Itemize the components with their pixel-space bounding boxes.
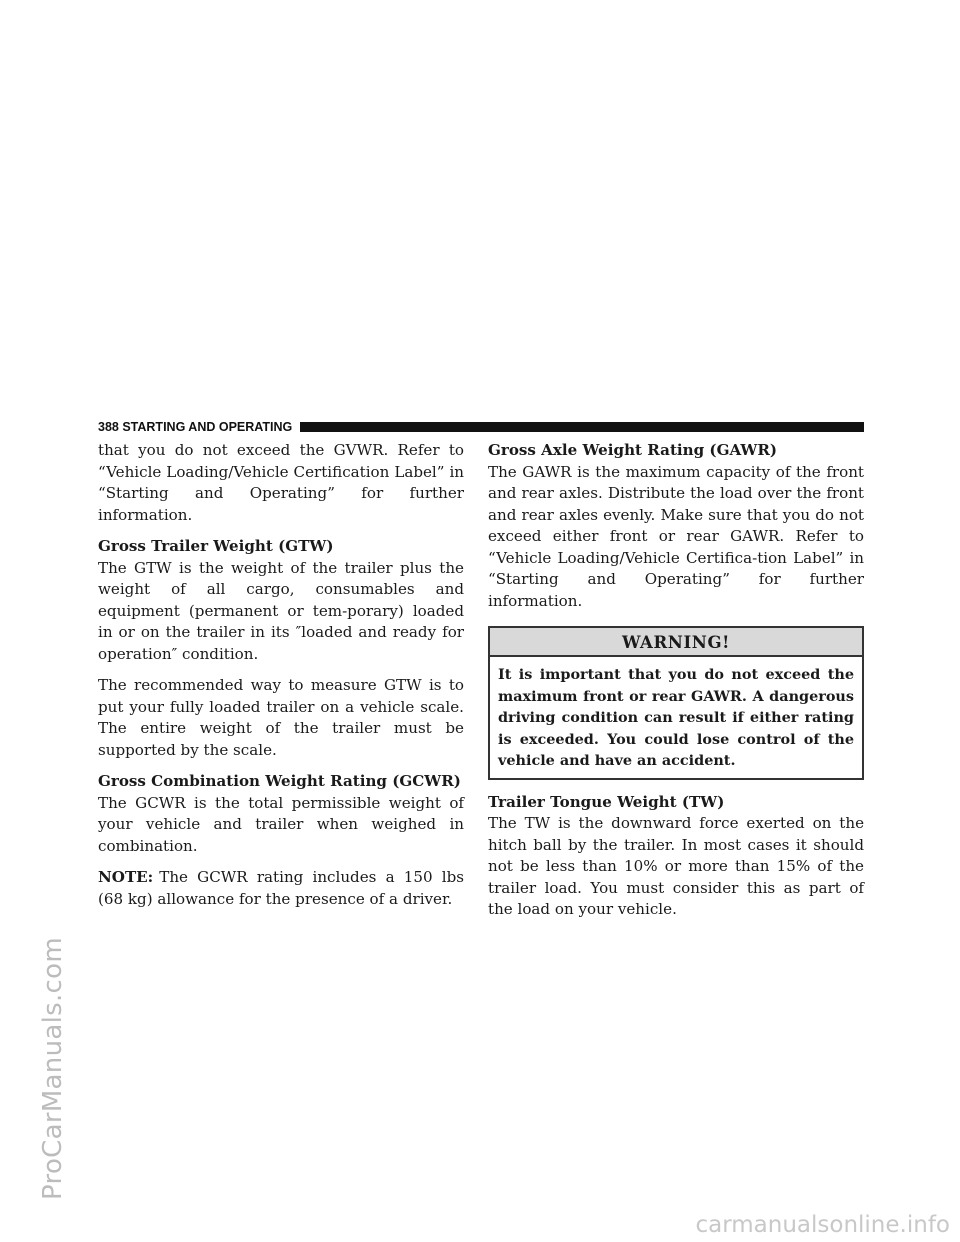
gcwr-heading: Gross Combination Weight Rating (GCWR) xyxy=(98,772,461,790)
gtw-paragraph: The GTW is the weight of the trailer plus the weight of all cargo, consumables and equipment (permanent or tem-porary) loaded in or on the trailer in its ″loaded and ready for operation″ condition. xyxy=(98,558,464,663)
watermark-side: ProCarManuals.com xyxy=(38,937,68,1200)
gtw-measure-paragraph: The recommended way to measure GTW is to put your fully loaded trailer on a vehicle scale. The entire weight of the trailer must be supported by the scale. xyxy=(98,676,464,759)
left-column xyxy=(98,440,464,920)
warning-box xyxy=(488,626,864,780)
watermark-bottom: carmanualsonline.info xyxy=(695,1212,950,1238)
right-column xyxy=(488,440,864,931)
gawr-heading: Gross Axle Weight Rating (GAWR) xyxy=(488,441,778,459)
note-text: The GCWR rating includes a 150 lbs (68 kg) allowance for the presence of a driver. xyxy=(98,868,464,908)
page-header xyxy=(98,420,864,434)
intro-paragraph: that you do not exceed the GVWR. Refer to “Vehicle Loading/Vehicle Certification Label” in “Starting and Operating” for further information. xyxy=(98,441,464,524)
header-rule xyxy=(300,422,864,432)
tw-paragraph: The TW is the downward force exerted on the hitch ball by the trailer. In most cases it should not be less than 10% or more than 15% of the trailer load. You must consider this as part of the load on your vehicle. xyxy=(488,814,864,918)
gtw-heading: Gross Trailer Weight (GTW) xyxy=(98,537,334,555)
gcwr-paragraph: The GCWR is the total permissible weight of your vehicle and trailer when weighed in combination. xyxy=(98,793,464,855)
page-number-section: 388 STARTING AND OPERATING xyxy=(98,420,293,434)
note-paragraph xyxy=(98,867,464,910)
warning-title: WARNING! xyxy=(490,628,862,657)
tw-heading: Trailer Tongue Weight (TW) xyxy=(488,792,725,811)
warning-text: It is important that you do not exceed the maximum front or rear GAWR. A dangerous driving condition can result if either rating is exceeded. You could lose control of the vehicle and have an accident. xyxy=(498,666,854,769)
note-label: NOTE: xyxy=(98,868,154,886)
gawr-paragraph: The GAWR is the maximum capacity of the front and rear axles. Distribute the load over the front and rear axles evenly. Make sure that you do not exceed either front or rear GAWR. Refer to “Vehicle Loading/Vehicle Certifica-tion Label” in “Starting and Operating” for further information. xyxy=(488,462,864,610)
